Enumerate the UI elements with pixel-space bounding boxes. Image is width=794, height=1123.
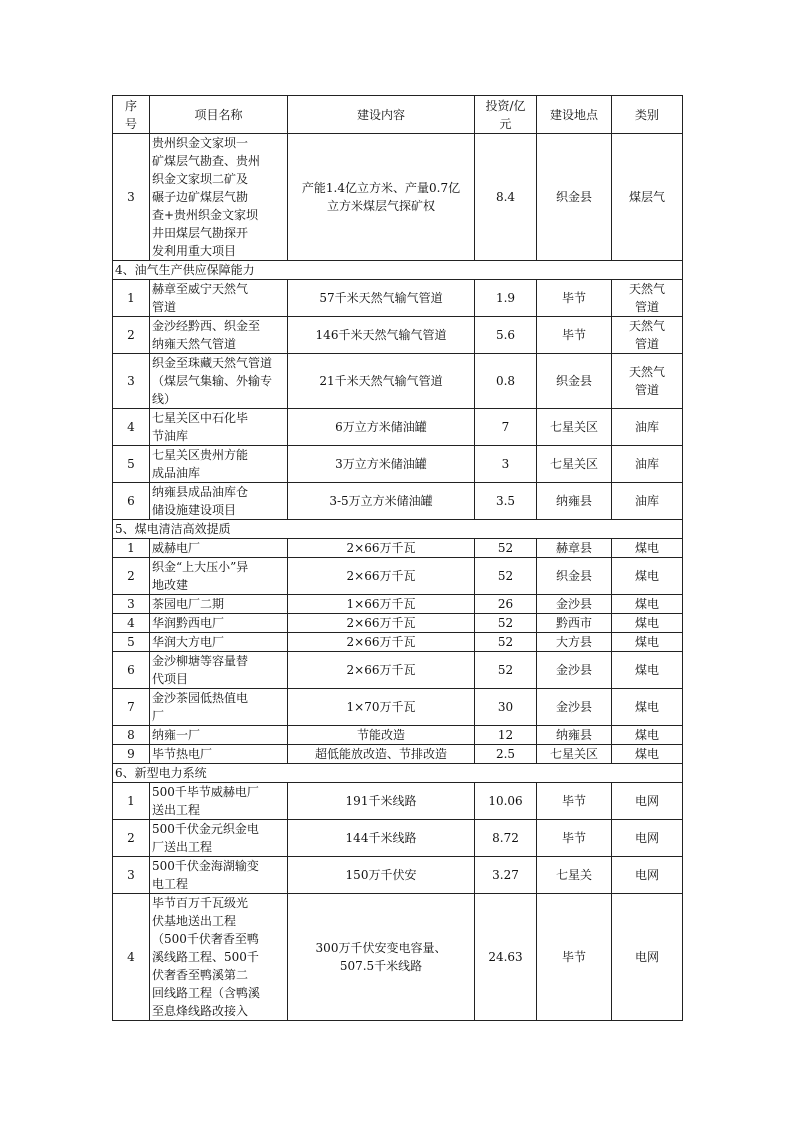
cell-no: 2	[113, 558, 150, 595]
cell-investment: 52	[475, 652, 537, 689]
cell-category: 煤电	[612, 633, 683, 652]
cell-category: 煤电	[612, 539, 683, 558]
cell-no: 2	[113, 820, 150, 857]
cell-location: 毕节	[537, 783, 612, 820]
table-row	[113, 652, 683, 689]
cell-investment: 52	[475, 539, 537, 558]
cell-content: 1×66万千瓦	[288, 595, 475, 614]
cell-investment: 1.9	[475, 280, 537, 317]
table-row	[113, 354, 683, 409]
cell-no: 3	[113, 134, 150, 261]
cell-name: 七星关区贵州方能 成品油库	[150, 446, 288, 483]
cell-location: 毕节	[537, 894, 612, 1021]
cell-no: 3	[113, 595, 150, 614]
header-name: 项目名称	[150, 96, 288, 134]
table-row	[113, 633, 683, 652]
table-row	[113, 446, 683, 483]
header-location: 建设地点	[537, 96, 612, 134]
cell-category: 天然气 管道	[612, 354, 683, 409]
cell-no: 8	[113, 726, 150, 745]
cell-no: 4	[113, 894, 150, 1021]
cell-no: 3	[113, 354, 150, 409]
table-row	[113, 726, 683, 745]
table-row	[113, 783, 683, 820]
cell-no: 1	[113, 280, 150, 317]
cell-category: 天然气 管道	[612, 317, 683, 354]
table-row	[113, 894, 683, 1021]
cell-name: 金沙经黔西、织金至 纳雍天然气管道	[150, 317, 288, 354]
cell-investment: 3.5	[475, 483, 537, 520]
cell-location: 毕节	[537, 317, 612, 354]
cell-no: 3	[113, 857, 150, 894]
cell-location: 毕节	[537, 820, 612, 857]
cell-category: 煤电	[612, 689, 683, 726]
cell-name: 500千伏金海湖输变 电工程	[150, 857, 288, 894]
cell-location: 黔西市	[537, 614, 612, 633]
cell-name: 500千伏金元织金电 厂送出工程	[150, 820, 288, 857]
table-row	[113, 745, 683, 764]
cell-no: 2	[113, 317, 150, 354]
cell-location: 七星关	[537, 857, 612, 894]
table-row	[113, 558, 683, 595]
cell-name: 茶园电厂二期	[150, 595, 288, 614]
cell-content: 2×66万千瓦	[288, 652, 475, 689]
cell-content: 产能1.4亿立方米、产量0.7亿 立方米煤层气探矿权	[288, 134, 475, 261]
cell-content: 300万千伏安变电容量、 507.5千米线路	[288, 894, 475, 1021]
cell-name: 纳雍一厂	[150, 726, 288, 745]
section-row	[113, 520, 683, 539]
cell-content: 1×70万千瓦	[288, 689, 475, 726]
cell-content: 2×66万千瓦	[288, 539, 475, 558]
cell-location: 七星关区	[537, 745, 612, 764]
cell-category: 电网	[612, 894, 683, 1021]
cell-investment: 0.8	[475, 354, 537, 409]
cell-investment: 52	[475, 633, 537, 652]
cell-content: 3-5万立方米储油罐	[288, 483, 475, 520]
cell-investment: 5.6	[475, 317, 537, 354]
cell-investment: 2.5	[475, 745, 537, 764]
cell-category: 煤电	[612, 558, 683, 595]
section-title: 6、新型电力系统	[113, 764, 683, 783]
section-title: 4、油气生产供应保障能力	[113, 261, 683, 280]
cell-no: 1	[113, 783, 150, 820]
cell-content: 2×66万千瓦	[288, 558, 475, 595]
cell-content: 6万立方米储油罐	[288, 409, 475, 446]
header-row	[113, 96, 683, 134]
cell-content: 2×66万千瓦	[288, 633, 475, 652]
table-row	[113, 280, 683, 317]
cell-no: 4	[113, 614, 150, 633]
cell-category: 油库	[612, 409, 683, 446]
cell-no: 1	[113, 539, 150, 558]
cell-name: 毕节热电厂	[150, 745, 288, 764]
cell-name: 贵州织金文家坝一 矿煤层气勘查、贵州 织金文家坝二矿及 碾子边矿煤层气勘 查+贵州织金文家坝 井田煤层气勘探开 发利用重大项目	[150, 134, 288, 261]
cell-content: 146千米天然气输气管道	[288, 317, 475, 354]
cell-content: 2×66万千瓦	[288, 614, 475, 633]
cell-location: 纳雍县	[537, 726, 612, 745]
table-row	[113, 134, 683, 261]
cell-name: 赫章至威宁天然气 管道	[150, 280, 288, 317]
table-row	[113, 539, 683, 558]
cell-content: 节能改造	[288, 726, 475, 745]
header-content: 建设内容	[288, 96, 475, 134]
cell-category: 油库	[612, 483, 683, 520]
cell-category: 煤电	[612, 652, 683, 689]
cell-investment: 10.06	[475, 783, 537, 820]
project-table	[112, 95, 683, 1021]
cell-location: 金沙县	[537, 652, 612, 689]
header-no: 序 号	[113, 96, 150, 134]
section-row	[113, 261, 683, 280]
section-row	[113, 764, 683, 783]
cell-no: 6	[113, 652, 150, 689]
cell-no: 4	[113, 409, 150, 446]
table-body	[113, 96, 683, 1021]
table-row	[113, 857, 683, 894]
cell-category: 电网	[612, 857, 683, 894]
table-row	[113, 820, 683, 857]
cell-category: 煤电	[612, 614, 683, 633]
cell-no: 6	[113, 483, 150, 520]
cell-name: 华润大方电厂	[150, 633, 288, 652]
header-category: 类别	[612, 96, 683, 134]
cell-investment: 7	[475, 409, 537, 446]
cell-content: 3万立方米储油罐	[288, 446, 475, 483]
cell-content: 150万千伏安	[288, 857, 475, 894]
cell-category: 电网	[612, 783, 683, 820]
cell-investment: 30	[475, 689, 537, 726]
cell-category: 天然气 管道	[612, 280, 683, 317]
cell-name: 威赫电厂	[150, 539, 288, 558]
section-title: 5、煤电清洁高效提质	[113, 520, 683, 539]
cell-name: 金沙茶园低热值电 厂	[150, 689, 288, 726]
cell-content: 超低能放改造、节排改造	[288, 745, 475, 764]
cell-location: 七星关区	[537, 409, 612, 446]
table-row	[113, 689, 683, 726]
cell-investment: 3	[475, 446, 537, 483]
cell-name: 织金至珠藏天然气管道 （煤层气集输、外输专 线）	[150, 354, 288, 409]
cell-category: 煤电	[612, 726, 683, 745]
cell-content: 21千米天然气输气管道	[288, 354, 475, 409]
cell-category: 煤电	[612, 595, 683, 614]
cell-location: 纳雍县	[537, 483, 612, 520]
table-row	[113, 483, 683, 520]
cell-category: 油库	[612, 446, 683, 483]
cell-name: 七星关区中石化毕 节油库	[150, 409, 288, 446]
cell-investment: 52	[475, 614, 537, 633]
cell-content: 57千米天然气输气管道	[288, 280, 475, 317]
cell-investment: 26	[475, 595, 537, 614]
cell-category: 电网	[612, 820, 683, 857]
cell-location: 七星关区	[537, 446, 612, 483]
cell-content: 144千米线路	[288, 820, 475, 857]
cell-no: 5	[113, 446, 150, 483]
table-row	[113, 614, 683, 633]
cell-name: 金沙柳塘等容量替 代项目	[150, 652, 288, 689]
cell-investment: 24.63	[475, 894, 537, 1021]
cell-name: 毕节百万千瓦级光 伏基地送出工程 （500千伏奢香至鸭 溪线路工程、500千 伏奢香至鸭溪第二 回线路工程（含鸭溪 至息烽线路改接入	[150, 894, 288, 1021]
cell-location: 金沙县	[537, 689, 612, 726]
cell-no: 5	[113, 633, 150, 652]
cell-name: 500千毕节威赫电厂 送出工程	[150, 783, 288, 820]
cell-category: 煤层气	[612, 134, 683, 261]
cell-category: 煤电	[612, 745, 683, 764]
table-row	[113, 409, 683, 446]
cell-name: 纳雍县成品油库仓 储设施建设项目	[150, 483, 288, 520]
cell-investment: 8.72	[475, 820, 537, 857]
cell-investment: 52	[475, 558, 537, 595]
cell-investment: 12	[475, 726, 537, 745]
cell-location: 大方县	[537, 633, 612, 652]
cell-location: 毕节	[537, 280, 612, 317]
cell-name: 织金“上大压小”异 地改建	[150, 558, 288, 595]
cell-location: 织金县	[537, 558, 612, 595]
header-investment: 投资/亿 元	[475, 96, 537, 134]
cell-location: 金沙县	[537, 595, 612, 614]
cell-no: 7	[113, 689, 150, 726]
cell-investment: 8.4	[475, 134, 537, 261]
cell-location: 赫章县	[537, 539, 612, 558]
cell-no: 9	[113, 745, 150, 764]
cell-location: 织金县	[537, 134, 612, 261]
cell-name: 华润黔西电厂	[150, 614, 288, 633]
cell-content: 191千米线路	[288, 783, 475, 820]
table-row	[113, 595, 683, 614]
cell-location: 织金县	[537, 354, 612, 409]
cell-investment: 3.27	[475, 857, 537, 894]
table-row	[113, 317, 683, 354]
